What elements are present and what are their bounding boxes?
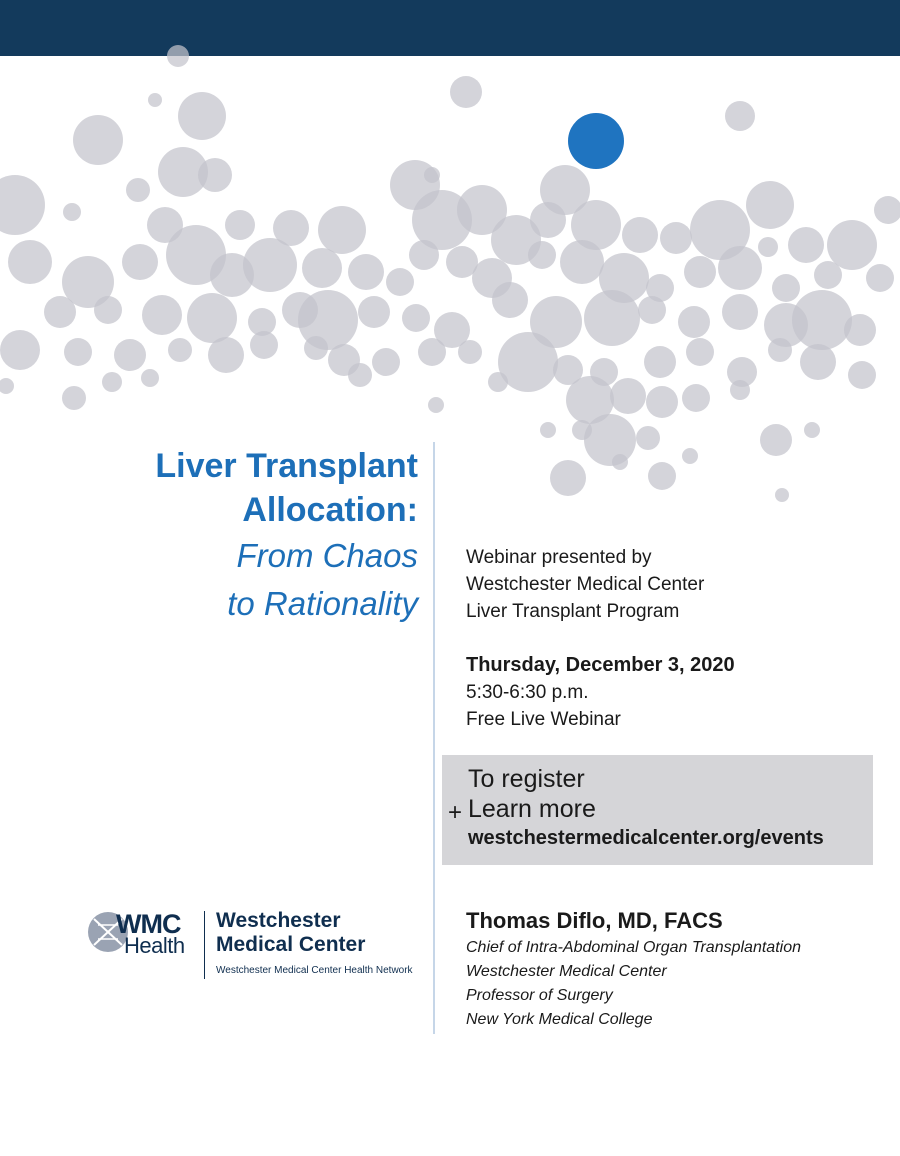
bubble-decoration [318, 206, 366, 254]
bubble-decoration [409, 240, 439, 270]
bubble-decoration [208, 337, 244, 373]
bubble-decoration [458, 340, 482, 364]
subtitle-line-1: From Chaos [236, 537, 418, 574]
bubble-decoration [827, 220, 877, 270]
presented-line-2: Westchester Medical Center [466, 574, 705, 595]
bubble-decoration [660, 222, 692, 254]
bubble-decoration [386, 268, 414, 296]
bubble-decoration [644, 346, 676, 378]
bubble-decoration [844, 314, 876, 346]
bubble-decoration [560, 240, 604, 284]
bubble-decoration [64, 338, 92, 366]
bubble-decoration [874, 196, 900, 224]
logo-divider [204, 911, 205, 979]
wmc-wordmark: WMC [116, 909, 181, 939]
bubble-decoration [610, 378, 646, 414]
bubble-decoration [646, 386, 678, 418]
title-line-2: Allocation: [242, 491, 418, 529]
bubble-decoration [44, 296, 76, 328]
bubble-decoration [302, 248, 342, 288]
bubble-decoration [141, 369, 159, 387]
bubble-decoration [450, 76, 482, 108]
bubble-decoration [187, 293, 237, 343]
bubble-decoration [638, 296, 666, 324]
bubble-decoration [758, 237, 778, 257]
bubble-decoration [584, 290, 640, 346]
bubble-decoration [772, 274, 800, 302]
bubble-decoration [492, 282, 528, 318]
bubble-decoration [8, 240, 52, 284]
bubble-decoration [348, 254, 384, 290]
bubble-decoration [167, 45, 189, 67]
bubble-decoration [488, 372, 508, 392]
speaker-role: Westchester Medical Center [466, 963, 667, 980]
bubble-decoration [0, 330, 40, 370]
logo-org-line-1: Westchester [216, 909, 341, 932]
register-url-link[interactable]: westchestermedicalcenter.org/events [468, 827, 824, 849]
register-line-2: Learn more [468, 795, 596, 823]
health-wordmark: Health [124, 933, 185, 958]
bubble-decoration [304, 336, 328, 360]
speaker-info [466, 906, 801, 1032]
accent-bubble-decoration [568, 113, 624, 169]
bubble-decoration [0, 378, 14, 394]
event-format: Free Live Webinar [466, 709, 621, 730]
bubble-decoration [528, 241, 556, 269]
bubble-decoration [636, 426, 660, 450]
bubble-decoration [682, 384, 710, 412]
bubble-decoration [768, 338, 792, 362]
bubble-decoration [250, 331, 278, 359]
bubble-decoration [428, 397, 444, 413]
speaker-role: New York Medical College [466, 1011, 653, 1028]
presenter-info [466, 544, 704, 625]
presented-line-1: Webinar presented by [466, 547, 652, 568]
bubble-decoration [788, 227, 824, 263]
subtitle-line-2: to Rationality [227, 585, 418, 622]
bubble-decoration [775, 488, 789, 502]
register-box [442, 755, 873, 865]
bubble-decoration [198, 158, 232, 192]
bubble-decoration [612, 454, 628, 470]
bubble-decoration [126, 178, 150, 202]
speaker-name: Thomas Diflo, MD, FACS [466, 908, 723, 933]
bubble-decoration [114, 339, 146, 371]
bubble-decoration [168, 338, 192, 362]
event-details [466, 652, 735, 733]
bubble-decoration [62, 386, 86, 410]
bubble-decoration [804, 422, 820, 438]
register-line-1: To register [468, 765, 585, 793]
presented-line-3: Liver Transplant Program [466, 601, 680, 622]
bubble-decoration [122, 244, 158, 280]
bubble-decoration [424, 167, 440, 183]
bubble-decoration [648, 462, 676, 490]
title-line-1: Liver Transplant [155, 447, 418, 485]
bubble-decoration [0, 175, 45, 235]
bubble-decoration [540, 422, 556, 438]
bubble-decoration [530, 202, 566, 238]
bubble-decoration [348, 363, 372, 387]
bubble-decoration [402, 304, 430, 332]
bubble-decoration [372, 348, 400, 376]
bubble-decoration [148, 93, 162, 107]
bubble-decoration [792, 290, 852, 350]
event-title [18, 444, 418, 628]
bubble-decoration [678, 306, 710, 338]
logo-org-line-2: Medical Center [216, 933, 366, 956]
bubble-decoration [243, 238, 297, 292]
bubble-decoration [682, 448, 698, 464]
speaker-role: Professor of Surgery [466, 987, 613, 1004]
bubble-decoration [73, 115, 123, 165]
bubble-decoration [718, 246, 762, 290]
bubble-decoration [358, 296, 390, 328]
bubble-decoration [686, 338, 714, 366]
bubble-decoration [584, 414, 636, 466]
bubble-decoration [94, 296, 122, 324]
bubble-decoration [225, 210, 255, 240]
bubble-decoration [730, 380, 750, 400]
bubble-pattern-decoration [0, 0, 900, 520]
bubble-decoration [722, 294, 758, 330]
bubble-decoration [866, 264, 894, 292]
event-time: 5:30-6:30 p.m. [466, 682, 589, 703]
bubble-decoration [746, 181, 794, 229]
bubble-decoration [760, 424, 792, 456]
bubble-decoration [800, 344, 836, 380]
vertical-divider [433, 442, 435, 1034]
bubble-decoration [550, 460, 586, 496]
bubble-decoration [418, 338, 446, 366]
event-date: Thursday, December 3, 2020 [466, 654, 735, 676]
bubble-decoration [622, 217, 658, 253]
speaker-role: Chief of Intra-Abdominal Organ Transplantation [466, 939, 801, 956]
bubble-decoration [848, 361, 876, 389]
bubble-decoration [684, 256, 716, 288]
bubble-decoration [814, 261, 842, 289]
bubble-decoration [142, 295, 182, 335]
wmc-health-logo [86, 905, 426, 985]
bubble-decoration [63, 203, 81, 221]
plus-icon: + [448, 799, 463, 826]
logo-network: Westchester Medical Center Health Network [216, 965, 413, 976]
bubble-decoration [178, 92, 226, 140]
bubble-decoration [725, 101, 755, 131]
bubble-decoration [102, 372, 122, 392]
